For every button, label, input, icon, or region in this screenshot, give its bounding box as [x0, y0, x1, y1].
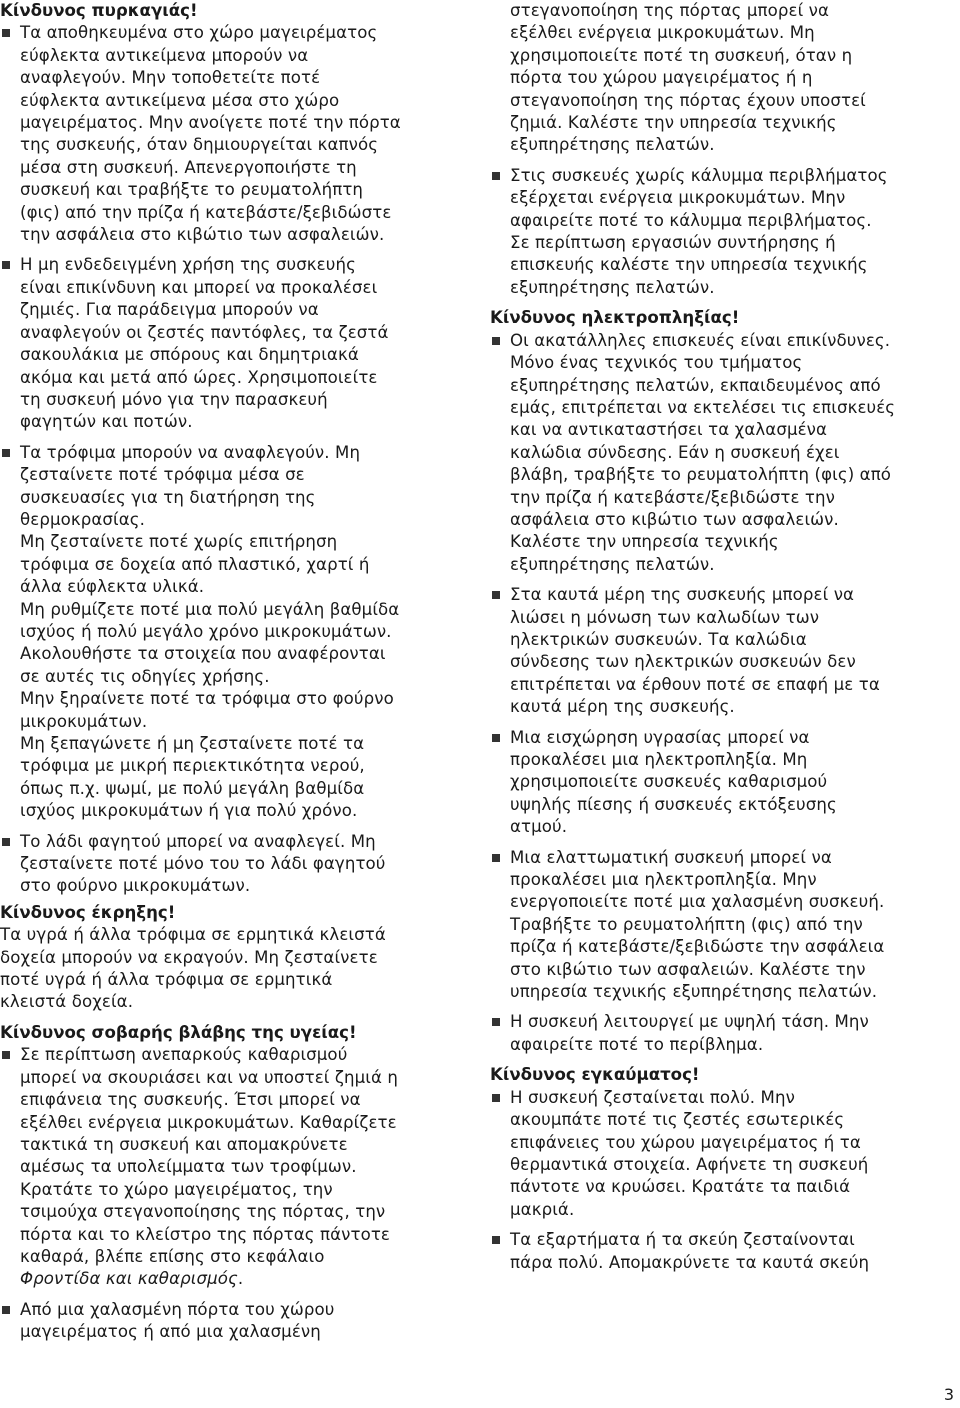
- health-heading: Κίνδυνος σοβαρής βλάβης της υγείας!: [0, 1022, 357, 1042]
- health-bullet-1-text: Σε περίπτωση ανεπαρκούς καθαρισμού μπορεί να σκουριάσει και να υποστεί ζημιά η επιφάνεια της συσκευής. Έτσι μπορεί να εξέλθει ενέργεια μικροκυμάτων. Καθαρίζετε τακτικά τη συσκευή και απομακρύνετε αμέσως τα υπολείμματα των τροφίμων. Κρατάτε το χώρο μαγειρέματος, την τσιμούχα στεγανοποίησης της πόρτας, την πόρτα και το κλείστρο της πόρτας πάντοτε καθαρά, βλέπε επίσης στο κεφάλαιο: [20, 1045, 399, 1266]
- page-number: 3: [943, 1385, 954, 1404]
- fire-bullet-4: Το λάδι φαγητού μπορεί να αναφλεγεί. Μη ζεσταίνετε ποτέ μόνο του το λάδι φαγητού στο φούρνο μικροκυμάτων.: [0, 831, 470, 898]
- health-bullet-2: Από μια χαλασμένη πόρτα του χώρου μαγειρέματος ή από μια χαλασμένη: [0, 1299, 470, 1344]
- fire-bullet-2: Η μη ενδεδειγμένη χρήση της συσκευής είναι επικίνδυνη και μπορεί να προκαλέσει ζημιές. Για παράδειγμα μπορούν να αναφλεγούν οι ζεστές παντόφλες, τα ζεστά σακουλάκια με σπόρους και δημητριακά ακόμα και μετά από ώρες. Χρησιμοποιείτε τη συσκευή μόνο για την παρασκευή φαγητών και ποτών.: [0, 254, 470, 433]
- shock-bullet-1: Οι ακατάλληλες επισκευές είναι επικίνδυνες. Μόνο ένας τεχνικός του τμήματος εξυπηρέτησης πελατών, εκπαιδευμένος από εμάς, επιτρέπεται να εκτελέσει τις επισκευές και να αντικαταστήσει τα χαλασμένα καλώδια σύνδεσης. Εάν η συσκευή έχει βλάβη, τραβήξτε το ρευματολήπτη (φις) από την πρίζα ή κατεβάστε/ξεβιδώστε την ασφάλεια στο κιβώτιο των ασφαλειών. Καλέστε την υπηρεσία τεχνικής εξυπηρέτησης πελατών.: [490, 330, 955, 576]
- fire-heading: Κίνδυνος πυρκαγιάς!: [0, 1, 198, 20]
- shock-heading: Κίνδυνος ηλεκτροπληξίας!: [490, 308, 740, 328]
- health-bullet-1-end: .: [237, 1269, 244, 1289]
- shock-bullet-5: Η συσκευή λειτουργεί με υψηλή τάση. Μην αφαιρείτε ποτέ το περίβλημα.: [490, 1011, 955, 1056]
- explosion-text: Τα υγρά ή άλλα τρόφιμα σε ερμητικά κλειστά δοχεία μπορούν να εκραγούν. Μη ζεσταίνετε ποτέ υγρά ή άλλα τρόφιμα σε ερμητικά κλειστά δοχεία.: [0, 925, 386, 1012]
- fire-bullet-1: Τα αποθηκευμένα στο χώρο μαγειρέματος εύφλεκτα αντικείμενα μπορούν να αναφλεγούν. Μην τοποθετείτε ποτέ εύφλεκτα αντικείμενα μέσα στο χώρο μαγειρέματος. Μην ανοίγετε ποτέ την πόρτα της συσκευής, όταν δημιουργείται καπνός μέσα στη συσκευή. Απενεργοποιήστε τη συσκευή και τραβήξτε το ρευματολήπτη (φις) από την πρίζα ή κατεβάστε/ξεβιδώστε την ασφάλεια στο κιβώτιο των ασφαλειών.: [0, 22, 470, 246]
- right-column: [490, 0, 955, 1274]
- burn-bullet-1: Η συσκευή ζεσταίνεται πολύ. Μην ακουμπάτε ποτέ τις ζεστές εσωτερικές επιφάνειες του χώρου μαγειρέματος ή τα θερμαντικά στοιχεία. Αφήνετε τη συσκευή πάντοτε να κρυώσει. Κρατάτε τα παιδιά μακριά.: [490, 1087, 955, 1221]
- burn-bullet-2: Τα εξαρτήματα ή τα σκεύη ζεσταίνονται πάρα πολύ. Απομακρύνετε τα καυτά σκεύη: [490, 1229, 955, 1274]
- shock-bullet-3: Μια εισχώρηση υγρασίας μπορεί να προκαλέσει μια ηλεκτροπληξία. Μη χρησιμοποιείτε συσκευές καθαρισμού υψηλής πίεσης ή συσκευές εκτόξευσης ατμού.: [490, 727, 955, 839]
- health-bullet-2-continued: στεγανοποίηση της πόρτας μπορεί να εξέλθει ενέργεια μικροκυμάτων. Μη χρησιμοποιείτε ποτέ τη συσκευή, όταν η πόρτα του χώρου μαγειρέματος ή η στεγανοποίηση της πόρτας έχουν υποστεί ζημιά. Καλέστε την υπηρεσία τεχνικής εξυπηρέτησης πελατών.: [510, 1, 866, 155]
- shock-bullet-4: Μια ελαττωματική συσκευή μπορεί να προκαλέσει μια ηλεκτροπληξία. Μην ενεργοποιείτε ποτέ μια χαλασμένη συσκευή. Τραβήξτε το ρευματολήπτη (φις) από την πρίζα ή κατεβάστε/ξεβιδώστε την ασφάλεια στο κιβώτιο των ασφαλειών. Καλέστε την υπηρεσία τεχνικής εξυπηρέτησης πελατών.: [490, 847, 955, 1004]
- fire-bullet-3: Τα τρόφιμα μπορούν να αναφλεγούν. Μη ζεσταίνετε ποτέ τρόφιμα μέσα σε συσκευασίες για τη διατήρηση της θερμοκρασίας. Μη ζεσταίνετε ποτέ χωρίς επιτήρηση τρόφιμα σε δοχεία από πλαστικό, χαρτί ή άλλα εύφλεκτα υλικά. Μη ρυθμίζετε ποτέ μια πολύ μεγάλη βαθμίδα ισχύος ή πολύ μεγάλο χρόνο μικροκυμάτων. Ακολουθήστε τα στοιχεία που αναφέρονται σε αυτές τις οδηγίες χρήσης. Μην ξηραίνετε ποτέ τα τρόφιμα στο φούρνο μικροκυμάτων. Μη ξεπαγώνετε ή μη ζεσταίνετε ποτέ τα τρόφιμα με μικρή περιεκτικότητα νερού, όπως π.χ. ψωμί, με πολύ μεγάλη βαθμίδα ισχύος μικροκυμάτων ή για πολύ χρόνο.: [0, 442, 470, 823]
- health-bullet-1: [0, 1044, 470, 1290]
- health-bullet-3: Στις συσκευές χωρίς κάλυμμα περιβλήματος εξέρχεται ενέργεια μικροκυμάτων. Μην αφαιρείτε ποτέ το κάλυμμα περιβλήματος. Σε περίπτωση εργασιών συντήρησης ή επισκευής καλέστε την υπηρεσία τεχνικής εξυπηρέτησης πελατών.: [490, 165, 955, 299]
- left-column: [0, 0, 470, 1344]
- health-bullet-1-chapter-ref: Φροντίδα και καθαρισμός: [20, 1269, 238, 1289]
- shock-bullet-2: Στα καυτά μέρη της συσκευής μπορεί να λιώσει η μόνωση των καλωδίων των ηλεκτρικών συσκευών. Τα καλώδια σύνδεσης των ηλεκτρικών συσκευών δεν επιτρέπεται να έρθουν ποτέ σε επαφή με τα καυτά μέρη της συσκευής.: [490, 584, 955, 718]
- burn-heading: Κίνδυνος εγκαύματος!: [490, 1065, 700, 1085]
- explosion-heading: Κίνδυνος έκρηξης!: [0, 902, 176, 922]
